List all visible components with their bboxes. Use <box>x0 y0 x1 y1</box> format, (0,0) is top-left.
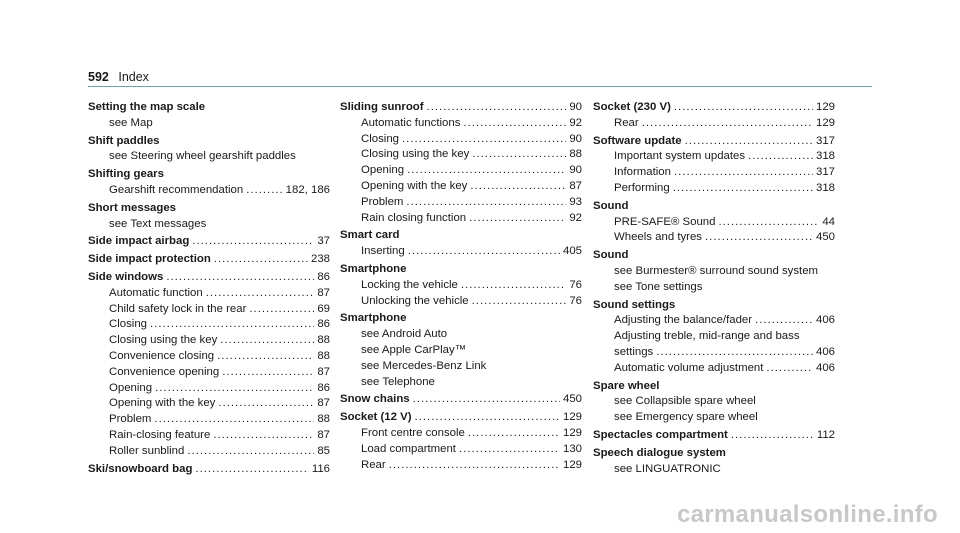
leader-dots <box>468 426 560 442</box>
index-subentry-text: see Map <box>109 116 153 129</box>
leader-dots <box>674 100 813 116</box>
index-subentry-page: 87 <box>317 428 330 441</box>
index-heading <box>340 311 582 327</box>
index-heading-page: 317 <box>815 134 835 147</box>
index-subentry-page: 405 <box>562 245 582 258</box>
leader-dots <box>685 134 813 150</box>
index-subentry-text: Convenience opening <box>109 365 220 378</box>
index-subentry-page: 87 <box>317 286 330 299</box>
index-subentry-text: Adjusting treble, mid-range and bass <box>614 330 800 343</box>
index-subentry-text: see Steering wheel gearshift paddles <box>109 150 296 163</box>
index-subentry-page: 88 <box>317 334 330 347</box>
leader-dots <box>415 410 560 426</box>
index-subentry <box>88 286 330 302</box>
index-subentry-page: 85 <box>317 444 330 457</box>
index-subentry-text: Convenience closing <box>109 349 215 362</box>
index-heading <box>593 379 835 395</box>
index-entry <box>593 446 835 478</box>
index-heading-text: Spare wheel <box>593 379 660 392</box>
index-subentry-page: 406 <box>815 314 835 327</box>
index-subentry-text: Problem <box>361 195 404 208</box>
index-heading <box>88 252 330 268</box>
page-number: 592 <box>88 70 109 84</box>
index-heading-text: Smartphone <box>340 312 407 325</box>
leader-dots <box>766 361 813 377</box>
leader-dots <box>222 365 314 381</box>
index-heading-text: Ski/snowboard bag <box>88 462 193 475</box>
index-subentry <box>88 396 330 412</box>
index-subentry <box>88 317 330 333</box>
index-heading-text: Snow chains <box>340 393 410 406</box>
leader-dots <box>463 116 566 132</box>
index-subentry <box>88 217 330 233</box>
index-subentry-page: 182, 186 <box>285 183 330 196</box>
index-subentry <box>593 280 835 296</box>
index-subentry-text: Problem <box>109 413 152 426</box>
index-subentry-page: 129 <box>815 116 835 129</box>
index-subentry <box>340 359 582 375</box>
index-subentry-text: Front centre console <box>361 426 465 439</box>
index-subentry <box>88 381 330 397</box>
index-subentry <box>340 132 582 148</box>
index-heading-text: Speech dialogue system <box>593 446 726 459</box>
index-subentry <box>88 116 330 132</box>
index-subentry-text: Child safety lock in the rear <box>109 302 247 315</box>
index-subentry <box>593 181 835 197</box>
index-subentry-text: Opening with the key <box>361 179 468 192</box>
index-subentry-page: 76 <box>569 278 582 291</box>
index-subentry <box>593 313 835 329</box>
index-subentry <box>88 428 330 444</box>
index-heading-page: 90 <box>569 101 582 113</box>
index-heading-page: 129 <box>562 411 582 424</box>
index-entry <box>88 234 330 250</box>
index-subentry-text: Closing <box>361 132 399 145</box>
index-heading <box>340 392 582 408</box>
index-subentry-page: 93 <box>569 195 582 208</box>
index-subentry-text: see Collapsible spare wheel <box>614 395 756 408</box>
index-heading <box>593 428 835 444</box>
index-entry <box>88 252 330 268</box>
index-entry <box>593 298 835 377</box>
index-subentry <box>340 343 582 359</box>
index-subentry-text: Wheels and tyres <box>614 231 702 244</box>
index-subentry-page: 129 <box>562 426 582 439</box>
index-heading-text: Sound <box>593 249 629 262</box>
leader-dots <box>402 132 566 148</box>
index-subentry-text: see Apple CarPlay™ <box>361 343 467 356</box>
index-entry <box>88 134 330 166</box>
index-subentry-page: 318 <box>815 150 835 163</box>
index-subentry <box>340 211 582 227</box>
index-subentry <box>593 116 835 132</box>
index-heading <box>593 298 835 314</box>
index-entry <box>593 379 835 426</box>
index-subentry <box>88 365 330 381</box>
index-heading <box>340 100 582 116</box>
leader-dots <box>705 230 813 246</box>
leader-dots <box>166 270 314 286</box>
index-column-3 <box>593 100 835 479</box>
index-subentry-text: Gearshift recommendation <box>109 183 244 196</box>
index-subentry-text: Inserting <box>361 245 405 258</box>
index-subentry-page: 88 <box>569 148 582 161</box>
index-heading-text: Short messages <box>88 201 176 214</box>
index-subentry-text: Opening with the key <box>109 397 216 410</box>
index-subentry-page: 76 <box>569 294 582 307</box>
index-subentry <box>340 195 582 211</box>
index-heading-page: 86 <box>317 270 330 283</box>
index-entry <box>340 100 582 226</box>
index-entry <box>593 428 835 444</box>
index-subentry <box>340 327 582 343</box>
index-subentry-text: Rain closing function <box>361 211 467 224</box>
index-heading-text: Setting the map scale <box>88 101 206 113</box>
index-subentry-text: Information <box>614 166 671 179</box>
leader-dots <box>748 149 813 165</box>
index-subentry-text: see LINGUATRONIC <box>614 462 721 475</box>
index-subentry <box>340 426 582 442</box>
index-heading-text: Sound settings <box>593 298 676 311</box>
index-subentry-text: Important system updates <box>614 150 746 163</box>
index-subentry-text: Closing <box>109 318 147 331</box>
index-subentry-page: 86 <box>317 381 330 394</box>
index-subentry-text: PRE-SAFE® Sound <box>614 215 716 228</box>
leader-dots <box>674 165 813 181</box>
index-subentry-text: see Emergency spare wheel <box>614 411 758 424</box>
index-heading-text: Spectacles compartment <box>593 428 728 441</box>
index-heading <box>88 201 330 217</box>
leader-dots <box>249 302 314 318</box>
index-subentry-page: 406 <box>815 361 835 374</box>
index-heading <box>88 134 330 150</box>
index-heading-page: 129 <box>815 101 835 113</box>
index-heading-text: Smartphone <box>340 262 407 275</box>
index-subentry-text: see Tone settings <box>614 280 703 293</box>
index-subentry <box>593 215 835 231</box>
leader-dots <box>214 252 308 268</box>
index-entry <box>88 201 330 233</box>
index-heading <box>340 228 582 244</box>
index-subentry-text: settings <box>614 345 654 358</box>
index-subentry <box>593 410 835 426</box>
index-heading-text: Shifting gears <box>88 168 164 181</box>
index-subentry-page: 317 <box>815 166 835 179</box>
leader-dots <box>154 412 314 428</box>
index-subentry-page: 86 <box>317 318 330 331</box>
index-heading <box>88 270 330 286</box>
leader-dots <box>217 349 314 365</box>
index-subentry <box>340 179 582 195</box>
index-subentry-text: Rear <box>361 458 386 471</box>
index-subentry-page: 90 <box>569 132 582 145</box>
leader-dots <box>195 462 308 478</box>
index-subentry-text: see Burmester® surround sound system <box>614 264 819 277</box>
index-entry <box>593 134 835 197</box>
index-subentry <box>593 345 835 361</box>
index-entry <box>340 311 582 390</box>
index-subentry-text: Roller sunblind <box>109 444 185 457</box>
index-subentry <box>340 294 582 310</box>
index-subentry <box>340 442 582 458</box>
index-subentry <box>340 163 582 179</box>
index-heading-page: 112 <box>816 428 835 441</box>
index-subentry <box>88 302 330 318</box>
index-heading-page: 238 <box>310 253 330 266</box>
index-entry <box>88 167 330 199</box>
index-heading-text: Smart card <box>340 229 400 242</box>
leader-dots <box>408 244 560 260</box>
index-subentry-page: 44 <box>822 215 835 228</box>
leader-dots <box>470 179 566 195</box>
leader-dots <box>220 333 314 349</box>
index-heading <box>340 262 582 278</box>
index-subentry-text: see Android Auto <box>361 328 448 341</box>
index-subentry-text: Rain-closing feature <box>109 428 211 441</box>
index-heading <box>593 134 835 150</box>
index-heading-text: Sound <box>593 199 629 212</box>
index-subentry-page: 87 <box>317 397 330 410</box>
index-heading-text: Side windows <box>88 270 164 283</box>
leader-dots <box>755 313 813 329</box>
index-subentry <box>593 230 835 246</box>
index-entry <box>593 248 835 295</box>
index-subentry-text: Automatic volume adjustment <box>614 361 764 374</box>
index-subentry-text: Performing <box>614 181 670 194</box>
index-subentry-text: see Text messages <box>109 217 207 230</box>
index-subentry-page: 88 <box>317 413 330 426</box>
index-subentry <box>593 149 835 165</box>
leader-dots <box>642 116 813 132</box>
leader-dots <box>459 442 560 458</box>
index-heading <box>593 199 835 215</box>
leader-dots <box>461 278 566 294</box>
watermark: carmanualsonline.info <box>676 501 938 528</box>
leader-dots <box>731 428 814 444</box>
leader-dots <box>673 181 813 197</box>
index-column-1 <box>88 100 330 479</box>
leader-dots <box>656 345 813 361</box>
leader-dots <box>213 428 314 444</box>
index-subentry-text: Load compartment <box>361 442 456 455</box>
leader-dots <box>187 444 314 460</box>
index-subentry <box>88 412 330 428</box>
index-subentry <box>593 264 835 280</box>
section-title: Index <box>118 70 149 84</box>
leader-dots <box>218 396 314 412</box>
index-subentry-text: Automatic functions <box>361 116 461 129</box>
index-entry <box>340 410 582 473</box>
index-subentry <box>88 349 330 365</box>
index-subentry <box>593 329 835 345</box>
index-subentry-page: 90 <box>569 164 582 177</box>
index-subentry <box>340 278 582 294</box>
leader-dots <box>150 317 314 333</box>
index-subentry <box>88 183 330 199</box>
index-subentry <box>593 165 835 181</box>
index-subentry <box>593 394 835 410</box>
index-subentry-page: 88 <box>317 349 330 362</box>
index-entry <box>593 199 835 246</box>
leader-dots <box>427 100 567 116</box>
index-entry <box>340 392 582 408</box>
index-subentry-page: 130 <box>562 442 582 455</box>
leader-dots <box>155 381 314 397</box>
index-subentry <box>340 147 582 163</box>
index-subentry-text: Closing using the key <box>109 334 218 347</box>
index-subentry-page: 129 <box>562 458 582 471</box>
index-subentry-page: 406 <box>815 345 835 358</box>
index-entry <box>593 100 835 132</box>
index-subentry-text: Closing using the key <box>361 148 470 161</box>
index-subentry-page: 92 <box>569 116 582 129</box>
index-heading-text: Side impact airbag <box>88 235 190 248</box>
index-subentry-text: Adjusting the balance/fader <box>614 314 753 327</box>
index-subentry-text: Opening <box>109 381 153 394</box>
index-heading-text: Side impact protection <box>88 253 211 266</box>
leader-dots <box>389 458 560 474</box>
index-entry <box>340 262 582 309</box>
leader-dots <box>472 294 567 310</box>
index-heading-text: Socket (230 V) <box>593 101 671 113</box>
index-entry <box>340 228 582 260</box>
index-subentry <box>593 361 835 377</box>
index-subentry <box>340 244 582 260</box>
index-heading-text: Software update <box>593 134 682 147</box>
index-subentry-text: Locking the vehicle <box>361 278 458 291</box>
index-heading-text: Sliding sunroof <box>340 101 424 113</box>
leader-dots <box>413 392 560 408</box>
index-heading <box>88 462 330 478</box>
index-subentry-text: Automatic function <box>109 286 203 299</box>
index-subentry-page: 87 <box>569 179 582 192</box>
index-heading-text: Shift paddles <box>88 134 160 147</box>
index-subentry-page: 92 <box>569 211 582 224</box>
index-heading-page: 116 <box>311 462 330 475</box>
leader-dots <box>406 195 566 211</box>
index-subentry <box>340 375 582 391</box>
index-subentry <box>88 149 330 165</box>
index-entry <box>88 462 330 478</box>
index-entry <box>88 270 330 460</box>
index-heading <box>593 446 835 462</box>
leader-dots <box>718 215 819 231</box>
index-subentry-page: 87 <box>317 365 330 378</box>
leader-dots <box>469 211 566 227</box>
index-subentry <box>88 444 330 460</box>
index-subentry-text: see Mercedes-Benz Link <box>361 359 487 372</box>
index-subentry <box>88 333 330 349</box>
index-subentry-text: Rear <box>614 116 639 129</box>
leader-dots <box>246 183 282 199</box>
index-subentry <box>340 458 582 474</box>
index-subentry <box>593 462 835 478</box>
index-subentry-text: see Telephone <box>361 375 435 388</box>
index-subentry-page: 69 <box>317 302 330 315</box>
index-subentry-page: 450 <box>815 231 835 244</box>
index-entry <box>88 100 330 132</box>
index-heading <box>88 234 330 250</box>
index-heading-page: 450 <box>562 393 582 406</box>
leader-dots <box>407 163 566 179</box>
index-column-2 <box>340 100 582 475</box>
header-rule <box>88 86 872 87</box>
leader-dots <box>472 147 566 163</box>
index-heading <box>340 410 582 426</box>
leader-dots <box>206 286 315 302</box>
index-heading <box>88 167 330 183</box>
page-header <box>88 70 149 84</box>
index-heading <box>593 100 835 116</box>
index-heading <box>593 248 835 264</box>
index-heading <box>88 100 330 116</box>
index-heading-text: Socket (12 V) <box>340 411 412 424</box>
leader-dots <box>192 234 314 250</box>
index-subentry <box>340 116 582 132</box>
index-subentry-page: 318 <box>815 181 835 194</box>
index-subentry-text: Unlocking the vehicle <box>361 294 469 307</box>
index-subentry-text: Opening <box>361 164 405 177</box>
index-heading-page: 37 <box>317 235 330 248</box>
